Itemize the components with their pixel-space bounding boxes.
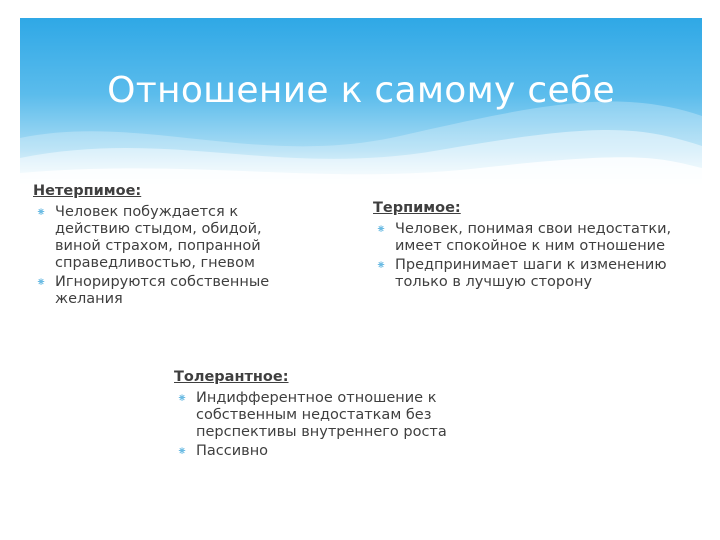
intolerant-heading: Нетерпимое: [33, 183, 142, 199]
list-item [174, 390, 474, 441]
list-item-text: Человек побуждается к действию стыдом, обидой, виной страхом, попранной справедливостью, гневом [55, 204, 262, 271]
tolerant-heading: Терпимое: [373, 200, 461, 216]
tolerant-section [373, 200, 673, 293]
slide-title: Отношение к самому себе [107, 70, 615, 111]
asterisk-bullet-icon: ⁕ [36, 205, 47, 219]
list-item-text: Человек, понимая свои недостатки, имеет спокойное к ним отношение [395, 221, 672, 254]
list-item-text: Пассивно [196, 443, 269, 459]
tolerance-list [174, 390, 474, 460]
list-item [33, 274, 308, 308]
asterisk-bullet-icon: ⁕ [36, 275, 47, 289]
list-item-text: Игнорируются собственные желания [55, 274, 270, 307]
list-item [373, 221, 673, 255]
asterisk-bullet-icon: ⁕ [376, 258, 387, 272]
list-item-text: Предпринимает шаги к изменению только в лучшую сторону [395, 257, 667, 290]
tolerant-list [373, 221, 673, 291]
intolerant-section [33, 183, 308, 310]
list-item [174, 443, 474, 460]
asterisk-bullet-icon: ⁕ [177, 391, 188, 405]
list-item [33, 204, 308, 272]
asterisk-bullet-icon: ⁕ [177, 444, 188, 458]
list-item-text: Индифферентное отношение к собственным недостаткам без перспективы внутреннего роста [196, 390, 447, 440]
title-banner [20, 18, 702, 188]
asterisk-bullet-icon: ⁕ [376, 222, 387, 236]
list-item [373, 257, 673, 291]
intolerant-list [33, 204, 308, 308]
tolerance-section [174, 369, 474, 462]
tolerance-heading: Толерантное: [174, 369, 289, 385]
